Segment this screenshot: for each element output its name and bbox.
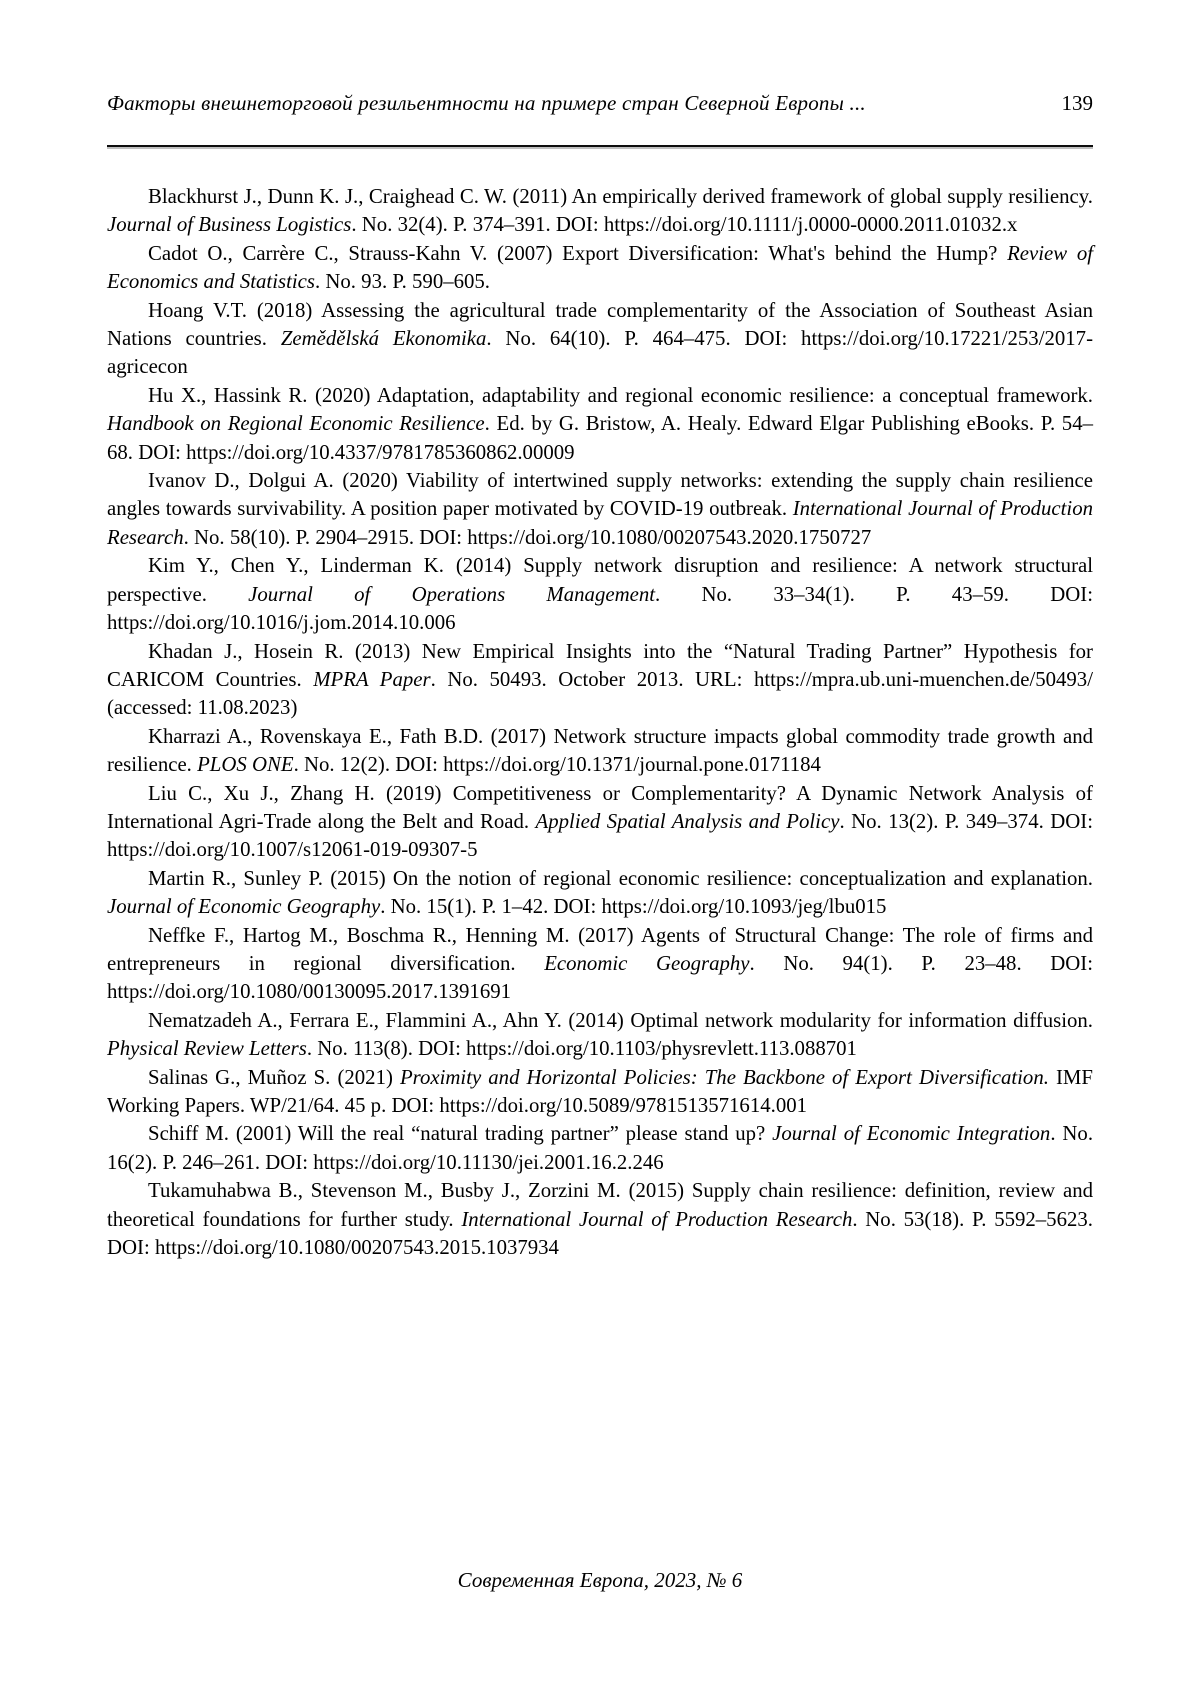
reference-text: Cadot O., Carrère C., Strauss-Kahn V. (2007) Export Diversification: What's behind the Hump?	[148, 241, 1008, 265]
reference-text: Tukamuhabwa B., Stevenson M., Busby J., Zorzini M. (2015) Supply chain resilience: definition, review and theoretical foundations for further study.	[107, 1179, 1093, 1231]
reference-text: Ivanov D., Dolgui A. (2020) Viability of intertwined supply networks: extending the supply chain resilience angles towards survivability. A position paper motivated by COVID-19 outbreak.	[107, 469, 1093, 521]
running-head-title: Факторы внешнеторговой резильентности на примере стран Северной Европы ...	[107, 91, 866, 115]
reference-entry	[107, 1064, 1093, 1121]
reference-text: . No. 94(1). P. 23–48. DOI: https://doi.org/10.1080/00130095.2017.1391691	[107, 951, 1093, 1004]
reference-text: Salinas G., Muñoz S. (2021)	[148, 1065, 400, 1089]
reference-text: . No. 13(2). P. 349–374. DOI: https://doi.org/10.1007/s12061-019-09307-5	[107, 809, 1094, 862]
reference-entry	[107, 638, 1093, 723]
reference-journal-title: Review of Economics and Statistics	[107, 241, 1093, 294]
reference-journal-title: Journal of Business Logistics	[107, 213, 352, 237]
reference-journal-title: International Journal of Production Research	[461, 1207, 853, 1231]
reference-text: Khadan J., Hosein R. (2013) New Empirical Insights into the “Natural Trading Partner” Hypothesis for CARICOM Countries.	[107, 639, 1093, 691]
reference-journal-title: Zemědělská Ekonomika	[280, 327, 487, 351]
reference-journal-title: Journal of Operations Management	[248, 582, 656, 606]
reference-text: Nematzadeh A., Ferrara E., Flammini A., Ahn Y. (2014) Optimal network modularity for information diffusion.	[148, 1008, 1093, 1032]
reference-text: Schiff M. (2001) Will the real “natural trading partner” please stand up?	[148, 1122, 773, 1146]
reference-entry	[107, 922, 1093, 1007]
reference-text: Hu X., Hassink R. (2020) Adaptation, adaptability and regional economic resilience: a conceptual framework.	[148, 383, 1093, 407]
page-header	[107, 90, 1093, 116]
reference-journal-title: Journal of Economic Integration	[772, 1122, 1051, 1146]
reference-text: Liu C., Xu J., Zhang H. (2019) Competitiveness or Complementarity? A Dynamic Network Analysis of International Agri-Trade along the Belt and Road.	[107, 781, 1093, 833]
reference-journal-title: PLOS ONE	[197, 753, 294, 777]
reference-text: . No. 15(1). P. 1–42. DOI: https://doi.org/10.1093/jeg/lbu015	[380, 895, 887, 919]
reference-work-title: Proximity and Horizontal Policies: The Backbone of Export Diversification.	[399, 1065, 1049, 1089]
reference-entry	[107, 780, 1093, 865]
reference-entry	[107, 183, 1093, 240]
reference-text: Hoang V.T. (2018) Assessing the agricultural trade complementarity of the Association of Southeast Asian Nations countries.	[107, 298, 1093, 351]
reference-text: . No. 53(18). P. 5592–5623. DOI: https://doi.org/10.1080/00207543.2015.1037934	[107, 1207, 1093, 1260]
journal-footer-text: Современная Европа, 2023, № 6	[457, 1568, 743, 1592]
reference-text: . No. 32(4). P. 374–391. DOI: https://doi.org/10.1111/j.0000-0000.2011.01032.x	[351, 213, 1018, 237]
reference-entry	[107, 467, 1093, 552]
reference-text: Blackhurst J., Dunn K. J., Craighead C. W. (2011) An empirically derived framework of global supply resiliency.	[148, 185, 1093, 208]
reference-entry	[107, 865, 1093, 922]
reference-journal-title: MPRA Paper	[313, 667, 431, 691]
reference-text: . No. 93. P. 590–605.	[314, 270, 491, 294]
reference-entry	[107, 382, 1093, 467]
page-footer	[107, 1566, 1093, 1594]
reference-entry	[107, 1177, 1093, 1262]
references-list	[107, 183, 1093, 1262]
reference-entry	[107, 723, 1093, 780]
reference-journal-title: Handbook on Regional Economic Resilience	[107, 412, 485, 436]
reference-text: . No. 33–34(1). P. 43–59. DOI: https://doi.org/10.1016/j.jom.2014.10.006	[107, 582, 1093, 635]
reference-text: Kim Y., Chen Y., Linderman K. (2014) Supply network disruption and resilience: A network structural perspective.	[107, 554, 1093, 606]
reference-text: Neffke F., Hartog M., Boschma R., Henning M. (2017) Agents of Structural Change: The role of firms and entrepreneurs in regional diversification.	[107, 923, 1093, 975]
page-number: 139	[1061, 91, 1093, 115]
reference-journal-title: Applied Spatial Analysis and Policy	[535, 809, 840, 833]
reference-text: . No. 64(10). P. 464–475. DOI: https://doi.org/10.17221/253/2017-agricecon	[107, 327, 1093, 379]
reference-entry	[107, 297, 1093, 382]
reference-journal-title: Physical Review Letters	[107, 1037, 307, 1061]
header-rule	[107, 145, 1093, 147]
reference-entry	[107, 240, 1093, 297]
reference-entry	[107, 1007, 1093, 1064]
reference-text: . Ed. by G. Bristow, A. Healy. Edward Elgar Publishing eBooks. P. 54–68. DOI: https://doi.org/10.4337/9781785360862.00009	[107, 412, 1093, 464]
reference-text: . No. 16(2). P. 246–261. DOI: https://doi.org/10.11130/jei.2001.16.2.246	[107, 1122, 1094, 1174]
reference-entry	[107, 1120, 1093, 1177]
reference-journal-title: International Journal of Production Research	[107, 497, 1094, 549]
reference-text: . No. 58(10). P. 2904–2915. DOI: https://doi.org/10.1080/00207543.2020.1750727	[183, 525, 872, 549]
reference-text: . No. 50493. October 2013. URL: https://mpra.ub.uni-muenchen.de/50493/ (accessed: 11.08.2023)	[107, 667, 1093, 720]
reference-text: . No. 12(2). DOI: https://doi.org/10.1371/journal.pone.0171184	[293, 753, 821, 777]
reference-entry	[107, 552, 1093, 637]
reference-text: Kharrazi A., Rovenskaya E., Fath B.D. (2017) Network structure impacts global commodity trade growth and resilience.	[107, 724, 1093, 777]
reference-text: Martin R., Sunley P. (2015) On the notion of regional economic resilience: conceptualization and explanation.	[148, 866, 1093, 890]
reference-text: . No. 113(8). DOI: https://doi.org/10.1103/physrevlett.113.088701	[306, 1037, 857, 1061]
reference-journal-title: Journal of Economic Geography	[107, 895, 381, 919]
reference-journal-title: Economic Geography	[544, 951, 750, 975]
reference-text: IMF Working Papers. WP/21/64. 45 p. DOI: https://doi.org/10.5089/9781513571614.001	[107, 1065, 1093, 1117]
